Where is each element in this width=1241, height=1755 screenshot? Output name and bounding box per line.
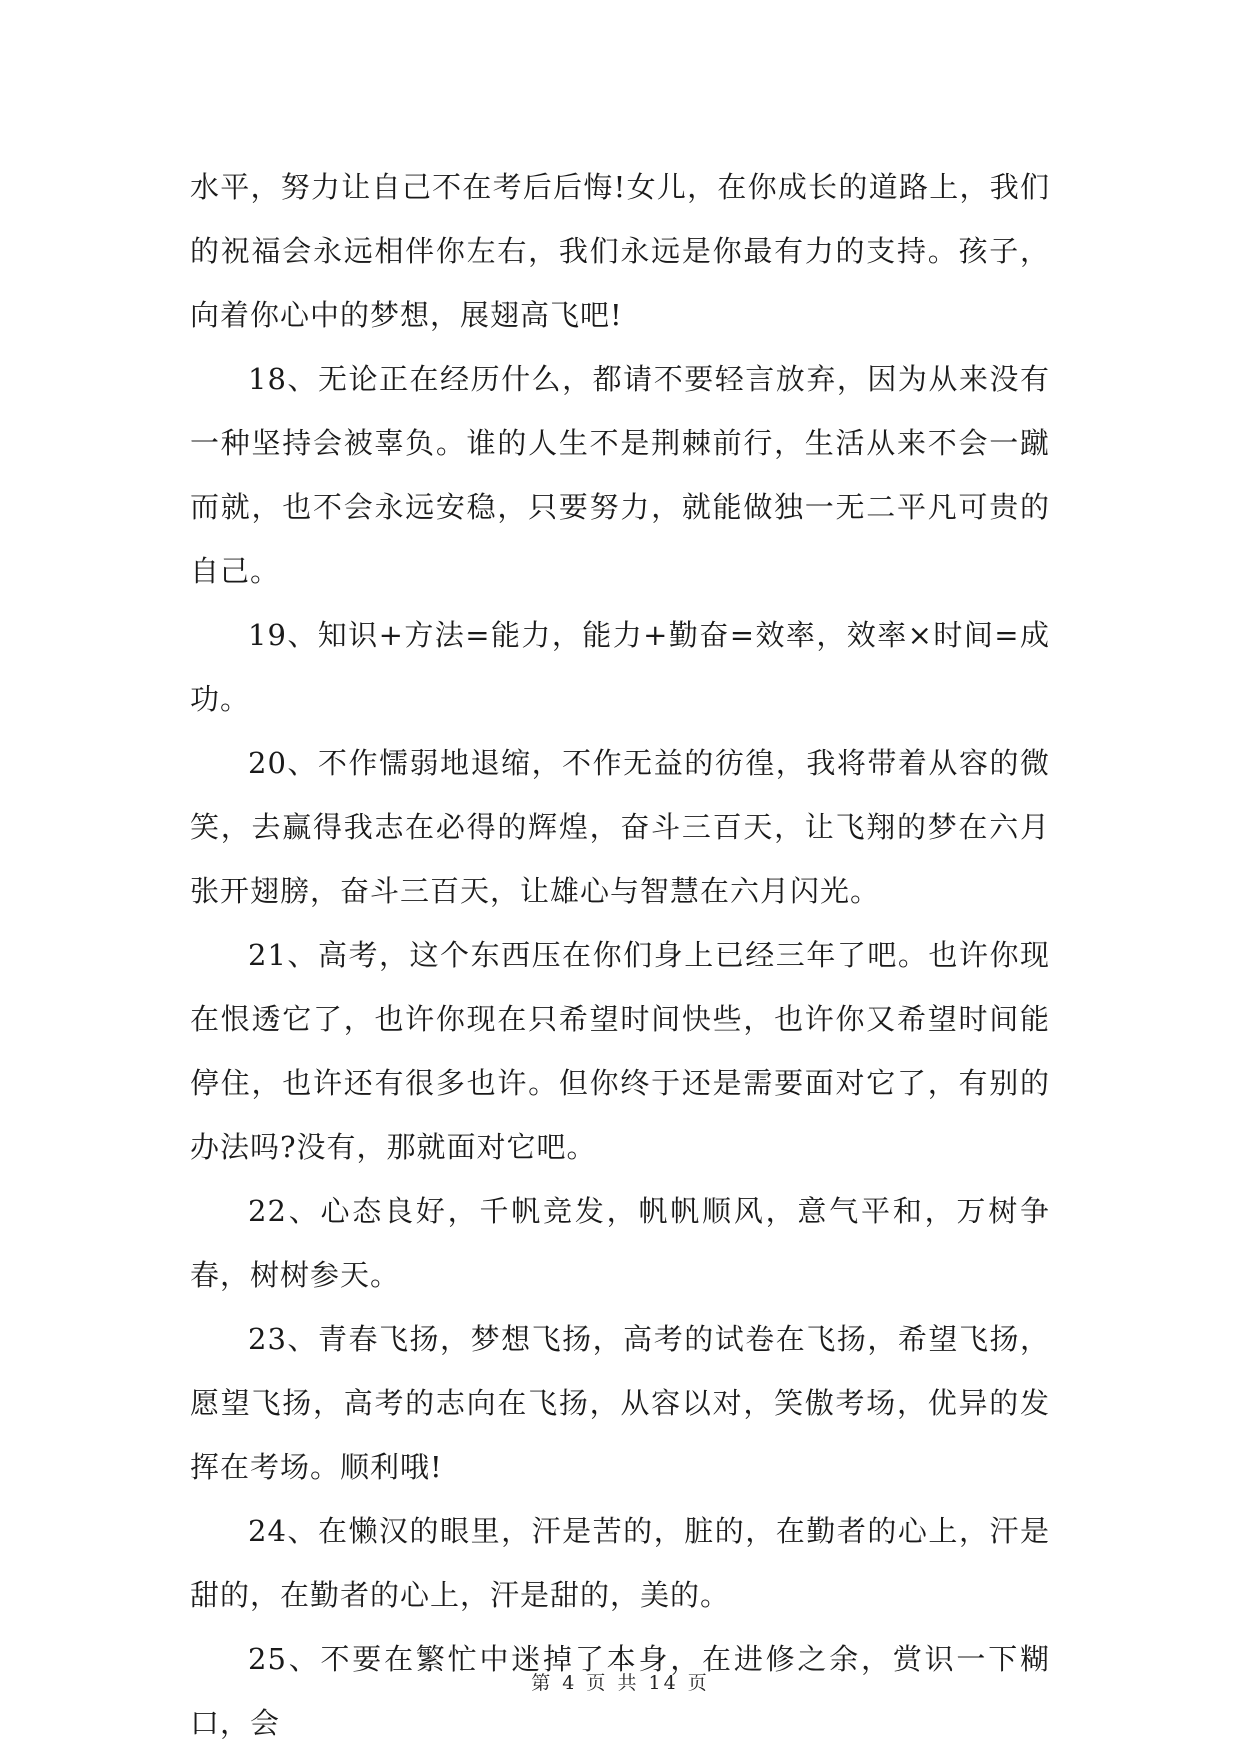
document-body bbox=[190, 155, 1050, 1755]
paragraph-19: 19、知识+方法=能力，能力+勤奋=效率，效率×时间=成功。 bbox=[190, 618, 1050, 716]
paragraph-continued: 水平，努力让自己不在考后后悔!女儿，在你成长的道路上，我们的祝福会永远相伴你左右，我们永远是你最有力的支持。孩子，向着你心中的梦想，展翅高飞吧! bbox=[190, 170, 1050, 332]
paragraph-20: 20、不作懦弱地退缩，不作无益的彷徨，我将带着从容的微笑，去赢得我志在必得的辉煌，奋斗三百天，让飞翔的梦在六月张开翅膀，奋斗三百天，让雄心与智慧在六月闪光。 bbox=[190, 746, 1050, 908]
page-number-footer: 第 4 页 共 14 页 bbox=[531, 1672, 710, 1694]
paragraph-23: 23、青春飞扬，梦想飞扬，高考的试卷在飞扬，希望飞扬，愿望飞扬，高考的志向在飞扬，从容以对，笑傲考场，优异的发挥在考场。顺利哦! bbox=[190, 1322, 1050, 1484]
paragraph-24: 24、在懒汉的眼里，汗是苦的，脏的，在勤者的心上，汗是甜的，在勤者的心上，汗是甜的，美的。 bbox=[190, 1514, 1050, 1612]
paragraph-21: 21、高考，这个东西压在你们身上已经三年了吧。也许你现在恨透它了，也许你现在只希望时间快些，也许你又希望时间能停住，也许还有很多也许。但你终于还是需要面对它了，有别的办法吗?没有，那就面对它吧。 bbox=[190, 938, 1050, 1164]
paragraph-22: 22、心态良好，千帆竞发，帆帆顺风，意气平和，万树争春，树树参天。 bbox=[190, 1194, 1050, 1292]
paragraph-18: 18、无论正在经历什么，都请不要轻言放弃，因为从来没有一种坚持会被辜负。谁的人生不是荆棘前行，生活从来不会一蹴而就，也不会永远安稳，只要努力，就能做独一无二平凡可贵的自己。 bbox=[190, 362, 1050, 588]
paragraph-25: 25、不要在繁忙中迷掉了本身，在进修之余，赏识一下糊口，会 bbox=[190, 1642, 1050, 1740]
